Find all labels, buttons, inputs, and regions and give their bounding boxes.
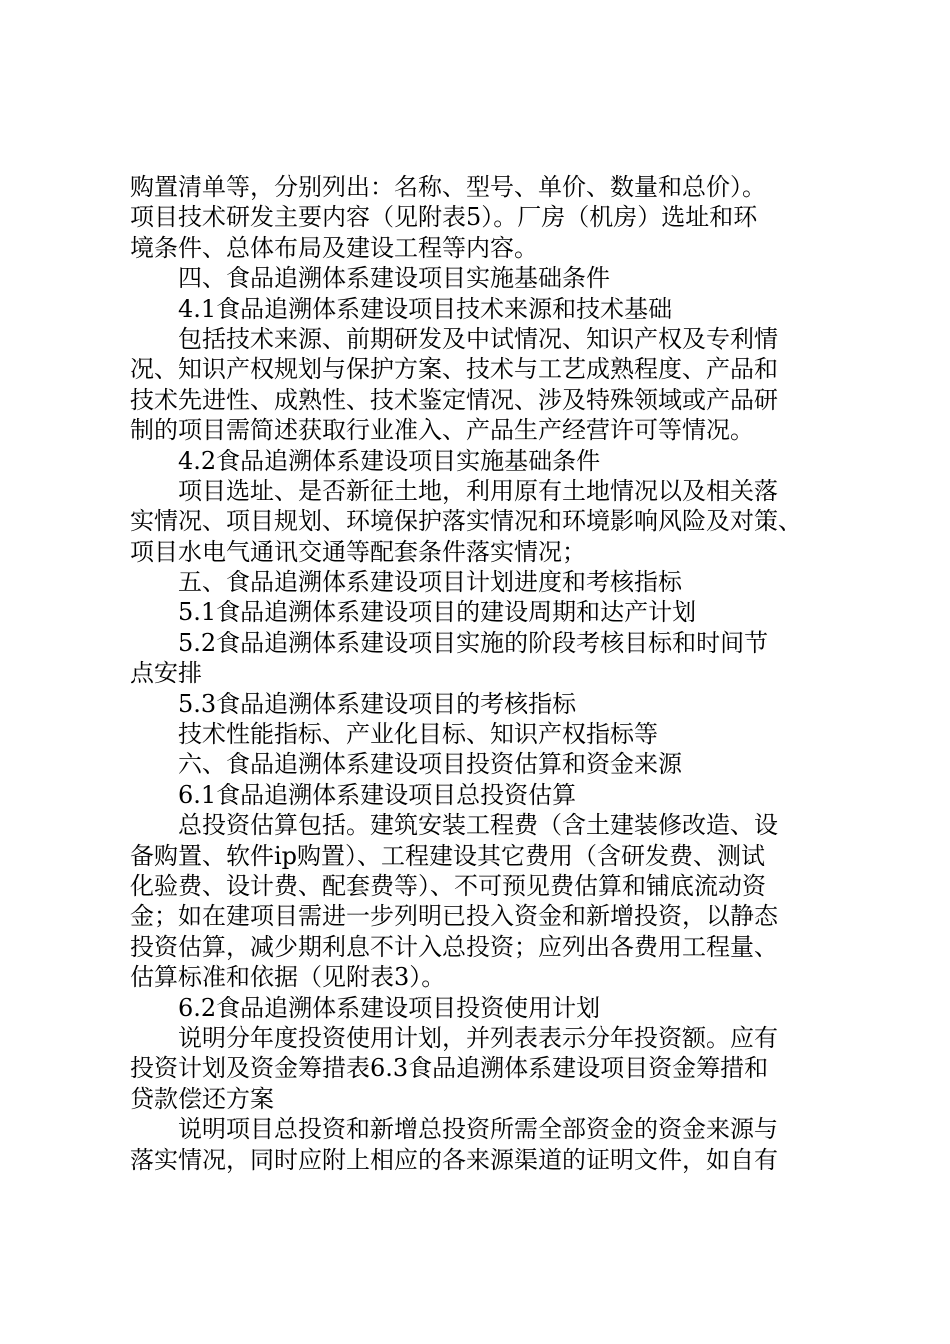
text-line: 境条件、总体布局及建设工程等内容。 [130, 233, 538, 262]
text-line: 贷款偿还方案 [130, 1084, 274, 1113]
text-line: 项目选址、是否新征土地，利用原有土地情况以及相关落 [178, 476, 778, 505]
subsection-heading-5-2: 5.2食品追溯体系建设项目实施的阶段考核目标和时间节 [178, 628, 769, 657]
text-line: 金；如在建项目需进一步列明已投入资金和新增投资，以静态 [130, 902, 778, 931]
text-line: 实情况、项目规划、环境保护落实情况和环境影响风险及对策、 [130, 507, 802, 536]
subsection-heading-4-2: 4.2食品追溯体系建设项目实施基础条件 [178, 446, 601, 475]
text-line: 估算标准和依据（见附表3）。 [130, 963, 446, 992]
text-line: 项目技术研发主要内容（见附表5）。厂房（机房）选址和环 [130, 203, 758, 232]
text-line: 技术性能指标、产业化目标、知识产权指标等 [178, 720, 658, 749]
text-line: 制的项目需简述获取行业准入、产品生产经营许可等情况。 [130, 416, 754, 445]
text-line: 投资估算，减少期利息不计入总投资；应列出各费用工程量、 [130, 932, 778, 961]
text-line: 备购置、软件ip购置）、工程建设其它费用（含研发费、测试 [130, 841, 766, 870]
text-line: 项目水电气通讯交通等配套条件落实情况； [130, 537, 586, 566]
text-line: 总投资估算包括。建筑安装工程费（含土建装修改造、设 [178, 811, 778, 840]
text-line: 点安排 [130, 659, 202, 688]
text-line: 说明分年度投资使用计划，并列表表示分年投资额。应有 [178, 1023, 778, 1052]
text-line: 况、知识产权规划与保护方案、技术与工艺成熟程度、产品和 [130, 355, 778, 384]
subsection-heading-6-2: 6.2食品追溯体系建设项目投资使用计划 [178, 993, 601, 1022]
section-heading-4: 四、食品追溯体系建设项目实施基础条件 [178, 264, 610, 293]
section-heading-6: 六、食品追溯体系建设项目投资估算和资金来源 [178, 750, 682, 779]
subsection-heading-4-1: 4.1食品追溯体系建设项目技术来源和技术基础 [178, 294, 673, 323]
section-heading-5: 五、食品追溯体系建设项目计划进度和考核指标 [178, 568, 682, 597]
text-line: 购置清单等，分别列出：名称、型号、单价、数量和总价）。 [130, 173, 766, 201]
text-line: 落实情况，同时应附上相应的各来源渠道的证明文件，如自有 [130, 1145, 778, 1174]
text-line: 包括技术来源、前期研发及中试情况、知识产权及专利情 [178, 324, 778, 353]
document-body [130, 172, 830, 1175]
text-line: 投资计划及资金筹措表6.3食品追溯体系建设项目资金筹措和 [130, 1054, 769, 1083]
text-line: 技术先进性、成熟性、技术鉴定情况、涉及特殊领域或产品研 [130, 385, 778, 414]
subsection-heading-5-3: 5.3食品追溯体系建设项目的考核指标 [178, 689, 577, 718]
text-line: 化验费、设计费、配套费等）、不可预见费估算和铺底流动资 [130, 871, 766, 900]
subsection-heading-5-1: 5.1食品追溯体系建设项目的建设周期和达产计划 [178, 598, 697, 627]
subsection-heading-6-1: 6.1食品追溯体系建设项目总投资估算 [178, 780, 577, 809]
text-line: 说明项目总投资和新增总投资所需全部资金的资金来源与 [178, 1115, 778, 1144]
